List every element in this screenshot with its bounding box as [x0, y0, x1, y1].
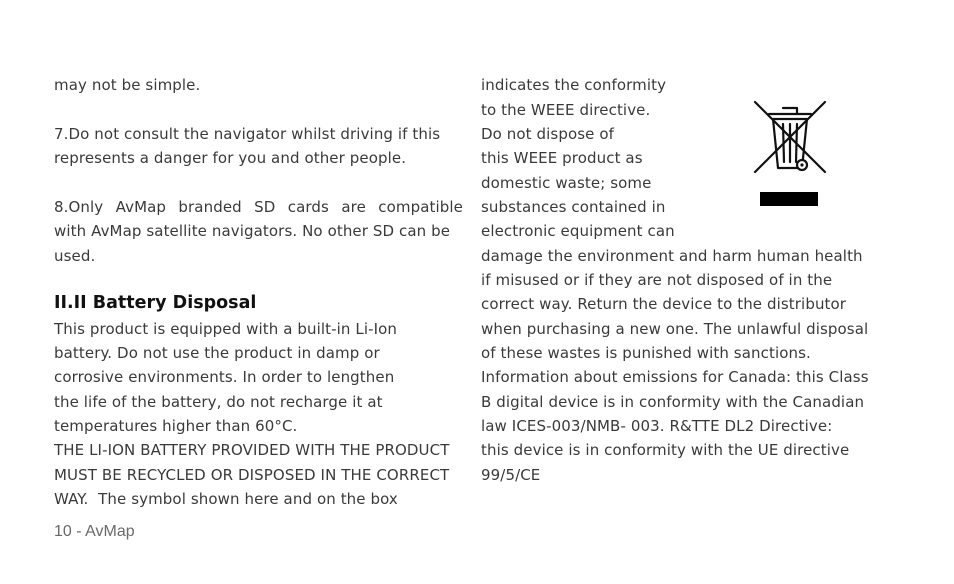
text-line: when purchasing a new one. The unlawful disposal — [481, 320, 869, 338]
text-line: of these wastes is punished with sanctions. — [481, 344, 811, 362]
text-line: represents a danger for you and other people. — [54, 149, 407, 167]
text-line: temperatures higher than 60°C. — [54, 417, 298, 435]
text-line: law ICES-003/NMB- 003. R&TTE DL2 Directive: — [481, 417, 833, 435]
text-line: This product is equipped with a built-in Li-Ion — [54, 320, 398, 338]
weee-crossed-bin-icon — [752, 100, 828, 210]
text-line: Do not dispose of — [481, 125, 615, 143]
text-line: may not be simple. — [54, 76, 201, 94]
text-line: correct way. Return the device to the distributor — [481, 295, 847, 313]
text-line: domestic waste; some — [481, 174, 652, 192]
text-line: 99/5/CE — [481, 466, 541, 484]
text-line: with AvMap satellite navigators. No other SD can be — [54, 222, 451, 240]
text-line: 7.Do not consult the navigator whilst driving if this — [54, 125, 441, 143]
text-line: corrosive environments. In order to lengthen — [54, 368, 395, 386]
text-line: WAY. The symbol shown here and on the box — [54, 490, 398, 508]
text-line: to the WEEE directive. — [481, 101, 651, 119]
text-line: electronic equipment can — [481, 222, 675, 240]
text-line: battery. Do not use the product in damp or — [54, 344, 380, 362]
text-line: 8.Only AvMap branded SD cards are compatible — [54, 198, 463, 216]
text-line: the life of the battery, do not recharge it at — [54, 393, 383, 411]
text-line: substances contained in — [481, 198, 666, 216]
text-line: Information about emissions for Canada: this Class — [481, 368, 869, 386]
text-line: used. — [54, 247, 96, 265]
text-line: this WEEE product as — [481, 149, 643, 167]
page-footer: 10 - AvMap — [54, 523, 135, 540]
text-line: this device is in conformity with the UE directive — [481, 441, 850, 459]
section-heading: II.II Battery Disposal — [54, 293, 257, 313]
text-line: B digital device is in conformity with the Canadian — [481, 393, 865, 411]
text-line: THE LI-ION BATTERY PROVIDED WITH THE PRODUCT — [54, 441, 450, 459]
text-line: if misused or if they are not disposed of in the — [481, 271, 833, 289]
text-line: damage the environment and harm human health — [481, 247, 863, 265]
text-line: indicates the conformity — [481, 76, 667, 94]
text-line: MUST BE RECYCLED OR DISPOSED IN THE CORRECT — [54, 466, 450, 484]
